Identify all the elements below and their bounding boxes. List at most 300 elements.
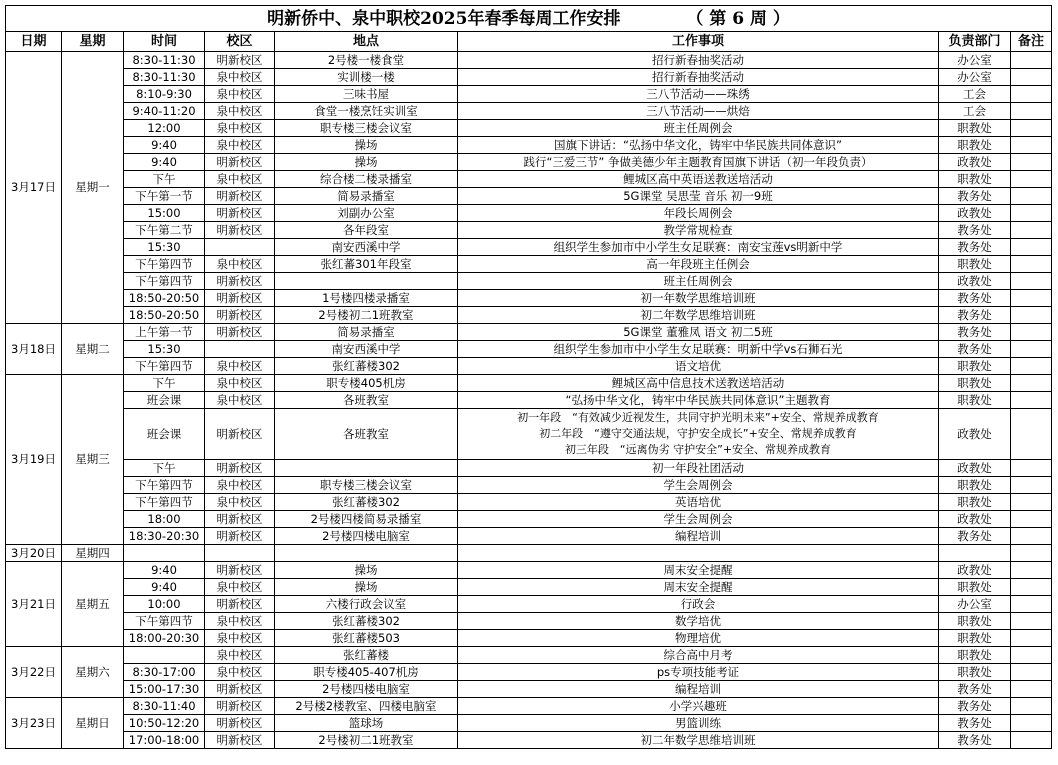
remark-cell: [1011, 120, 1052, 137]
table-row: [6, 664, 1052, 681]
date-cell: 3月18日: [6, 324, 62, 375]
header-campus: 校区: [205, 32, 275, 52]
campus-cell: 明新校区: [205, 273, 275, 290]
campus-cell: 泉中校区: [205, 477, 275, 494]
task-cell: 数学培优: [458, 613, 939, 630]
weekday-cell: 星期日: [62, 698, 124, 749]
campus-cell: 明新校区: [205, 324, 275, 341]
table-row: [6, 596, 1052, 613]
dept-cell: 职教处: [939, 579, 1011, 596]
task-line: 初三年段 “远离伪劣 守护安全”+安全、常规养成教育: [564, 443, 832, 456]
remark-cell: [1011, 732, 1052, 749]
table-row: [6, 324, 1052, 341]
time-cell: 下午第二节: [124, 222, 205, 239]
time-cell: [124, 647, 205, 664]
time-cell: 下午第四节: [124, 358, 205, 375]
table-row: [6, 358, 1052, 375]
weekday-cell: 星期三: [62, 375, 124, 545]
weekday-cell: 星期五: [62, 562, 124, 647]
task-cell: 班主任周例会: [458, 273, 939, 290]
task-cell: 高一年段班主任例会: [458, 256, 939, 273]
title-cell: [6, 6, 1052, 32]
table-row: [6, 86, 1052, 103]
remark-cell: [1011, 375, 1052, 392]
remark-cell: [1011, 205, 1052, 222]
dept-cell: 职教处: [939, 664, 1011, 681]
place-cell: 2号楼一楼食堂: [275, 52, 458, 69]
weekday-cell: 星期一: [62, 52, 124, 324]
task-cell: 招行新春抽奖活动: [458, 52, 939, 69]
remark-cell: [1011, 613, 1052, 630]
task-cell: 学生会周例会: [458, 477, 939, 494]
remark-cell: [1011, 511, 1052, 528]
table-row: [6, 188, 1052, 205]
task-cell: 周末安全提醒: [458, 579, 939, 596]
dept-cell: 教务处: [939, 698, 1011, 715]
campus-cell: [205, 239, 275, 256]
time-cell: 18:00-20:30: [124, 630, 205, 647]
time-cell: [124, 545, 205, 562]
campus-cell: 明新校区: [205, 52, 275, 69]
task-cell: ps专项技能考证: [458, 664, 939, 681]
table-row: [6, 171, 1052, 188]
dept-cell: 职教处: [939, 171, 1011, 188]
campus-cell: 泉中校区: [205, 392, 275, 409]
campus-cell: 泉中校区: [205, 137, 275, 154]
dept-cell: 教务处: [939, 681, 1011, 698]
task-line: 初二年段 “遵守交通法规，守护安全成长”+安全、常规养成教育: [539, 427, 857, 440]
task-cell: 鲤城区高中英语送教送培活动: [458, 171, 939, 188]
place-cell: 职专楼405-407机房: [275, 664, 458, 681]
task-cell: 语文培优: [458, 358, 939, 375]
dept-cell: 政教处: [939, 273, 1011, 290]
table-row: [6, 613, 1052, 630]
task-cell: 英语培优: [458, 494, 939, 511]
dept-cell: 教务处: [939, 715, 1011, 732]
dept-cell: 职教处: [939, 494, 1011, 511]
time-cell: 17:00-18:00: [124, 732, 205, 749]
header-remark: 备注: [1011, 32, 1052, 52]
time-cell: 9:40: [124, 154, 205, 171]
remark-cell: [1011, 290, 1052, 307]
schedule-sheet: [5, 5, 1051, 749]
dept-cell: 政教处: [939, 154, 1011, 171]
task-cell: “弘扬中华文化，铸牢中华民族共同体意识”主题教育: [458, 392, 939, 409]
place-cell: [275, 460, 458, 477]
place-cell: 食堂一楼烹饪实训室: [275, 103, 458, 120]
remark-cell: [1011, 188, 1052, 205]
remark-cell: [1011, 69, 1052, 86]
place-cell: 1号楼四楼录播室: [275, 290, 458, 307]
remark-cell: [1011, 154, 1052, 171]
task-cell: 班主任周例会: [458, 120, 939, 137]
campus-cell: 明新校区: [205, 528, 275, 545]
task-cell: 初一年数学思维培训班: [458, 290, 939, 307]
schedule-table: [5, 5, 1052, 749]
dept-cell: 教务处: [939, 324, 1011, 341]
dept-cell: 职教处: [939, 392, 1011, 409]
dept-cell: 教务处: [939, 341, 1011, 358]
date-cell: 3月21日: [6, 562, 62, 647]
table-row: [6, 715, 1052, 732]
remark-cell: [1011, 222, 1052, 239]
campus-cell: 泉中校区: [205, 613, 275, 630]
table-row: [6, 256, 1052, 273]
dept-cell: 办公室: [939, 52, 1011, 69]
time-cell: 8:30-11:30: [124, 69, 205, 86]
task-cell: 初二年数学思维培训班: [458, 732, 939, 749]
table-row: [6, 222, 1052, 239]
place-cell: 张红蕃301年段室: [275, 256, 458, 273]
dept-cell: 政教处: [939, 460, 1011, 477]
task-cell: 综合高中月考: [458, 647, 939, 664]
campus-cell: 明新校区: [205, 154, 275, 171]
place-cell: 各班教室: [275, 392, 458, 409]
remark-cell: [1011, 545, 1052, 562]
place-cell: 六楼行政会议室: [275, 596, 458, 613]
task-cell: 组织学生参加市中小学生女足联赛：南安宝莲vs明新中学: [458, 239, 939, 256]
dept-cell: 教务处: [939, 222, 1011, 239]
campus-cell: 明新校区: [205, 307, 275, 324]
page-title: 明新侨中、泉中职校2025年春季每周工作安排: [267, 8, 621, 29]
remark-cell: [1011, 409, 1052, 460]
dept-cell: 政教处: [939, 205, 1011, 222]
remark-cell: [1011, 137, 1052, 154]
place-cell: 南安西溪中学: [275, 341, 458, 358]
remark-cell: [1011, 256, 1052, 273]
time-cell: 8:30-11:40: [124, 698, 205, 715]
campus-cell: 泉中校区: [205, 120, 275, 137]
place-cell: 张红蕃楼302: [275, 494, 458, 511]
campus-cell: 泉中校区: [205, 494, 275, 511]
table-row: [6, 52, 1052, 69]
task-line: 初一年段 “有效减少近视发生，共同守护光明未来”+安全、常规养成教育: [517, 411, 879, 424]
time-cell: 下午: [124, 171, 205, 188]
time-cell: 18:30-20:30: [124, 528, 205, 545]
header-task: 工作事项: [458, 32, 939, 52]
task-cell: 践行“三爱三节” 争做美德少年主题教育国旗下讲话（初一年段负责）: [458, 154, 939, 171]
dept-cell: 职教处: [939, 630, 1011, 647]
header-time: 时间: [124, 32, 205, 52]
dept-cell: 教务处: [939, 188, 1011, 205]
remark-cell: [1011, 494, 1052, 511]
task-cell: 三八节活动——烘焙: [458, 103, 939, 120]
time-cell: 15:30: [124, 341, 205, 358]
time-cell: 18:50-20:50: [124, 290, 205, 307]
dept-cell: 职教处: [939, 647, 1011, 664]
place-cell: 综合楼二楼录播室: [275, 171, 458, 188]
remark-cell: [1011, 630, 1052, 647]
header-place: 地点: [275, 32, 458, 52]
task-cell: 初二年数学思维培训班: [458, 307, 939, 324]
table-row: [6, 273, 1052, 290]
date-cell: 3月23日: [6, 698, 62, 749]
dept-cell: 教务处: [939, 290, 1011, 307]
time-cell: 9:40-11:20: [124, 103, 205, 120]
table-row: [6, 239, 1052, 256]
place-cell: 刘副办公室: [275, 205, 458, 222]
time-cell: 10:00: [124, 596, 205, 613]
place-cell: 各班教室: [275, 409, 458, 460]
date-cell: 3月22日: [6, 647, 62, 698]
table-row: [6, 528, 1052, 545]
campus-cell: [205, 545, 275, 562]
dept-cell: 职教处: [939, 358, 1011, 375]
remark-cell: [1011, 103, 1052, 120]
table-row: [6, 630, 1052, 647]
remark-cell: [1011, 647, 1052, 664]
table-row: [6, 494, 1052, 511]
header-weekday: 星期: [62, 32, 124, 52]
task-cell: [458, 409, 939, 460]
dept-cell: 教务处: [939, 307, 1011, 324]
table-row: [6, 477, 1052, 494]
remark-cell: [1011, 579, 1052, 596]
dept-cell: 教务处: [939, 239, 1011, 256]
time-cell: 12:00: [124, 120, 205, 137]
table-row: [6, 681, 1052, 698]
task-cell: 三八节活动——珠绣: [458, 86, 939, 103]
campus-cell: 泉中校区: [205, 69, 275, 86]
place-cell: 实训楼一楼: [275, 69, 458, 86]
dept-cell: 职教处: [939, 120, 1011, 137]
place-cell: 张红蕃楼: [275, 647, 458, 664]
table-row: [6, 307, 1052, 324]
dept-cell: 政教处: [939, 511, 1011, 528]
time-cell: 下午第四节: [124, 477, 205, 494]
date-cell: 3月17日: [6, 52, 62, 324]
campus-cell: 泉中校区: [205, 630, 275, 647]
campus-cell: 泉中校区: [205, 375, 275, 392]
dept-cell: [939, 545, 1011, 562]
place-cell: 2号楼四楼简易录播室: [275, 511, 458, 528]
dept-cell: 办公室: [939, 596, 1011, 613]
place-cell: [275, 545, 458, 562]
place-cell: 操场: [275, 154, 458, 171]
task-cell: 招行新春抽奖活动: [458, 69, 939, 86]
place-cell: 2号楼四楼电脑室: [275, 681, 458, 698]
dept-cell: 教务处: [939, 732, 1011, 749]
week-label: （ 第 6 周 ）: [686, 8, 790, 29]
campus-cell: 明新校区: [205, 596, 275, 613]
campus-cell: 泉中校区: [205, 358, 275, 375]
campus-cell: 明新校区: [205, 409, 275, 460]
table-row: [6, 409, 1052, 460]
campus-cell: 明新校区: [205, 460, 275, 477]
time-cell: 15:00-17:30: [124, 681, 205, 698]
header-date: 日期: [6, 32, 62, 52]
remark-cell: [1011, 392, 1052, 409]
table-row: [6, 137, 1052, 154]
time-cell: 下午第四节: [124, 613, 205, 630]
task-cell: 5G课堂 董雅凤 语文 初二5班: [458, 324, 939, 341]
time-cell: 15:30: [124, 239, 205, 256]
task-cell: 国旗下讲话：“弘扬中华文化，铸牢中华民族共同体意识”: [458, 137, 939, 154]
place-cell: 操场: [275, 579, 458, 596]
time-cell: 15:00: [124, 205, 205, 222]
time-cell: 8:30-17:00: [124, 664, 205, 681]
place-cell: 职专楼405机房: [275, 375, 458, 392]
campus-cell: 明新校区: [205, 698, 275, 715]
remark-cell: [1011, 86, 1052, 103]
task-cell: 年段长周例会: [458, 205, 939, 222]
date-cell: 3月20日: [6, 545, 62, 562]
campus-cell: 明新校区: [205, 732, 275, 749]
time-cell: 8:10-9:30: [124, 86, 205, 103]
table-row: [6, 392, 1052, 409]
remark-cell: [1011, 307, 1052, 324]
task-cell: 男篮训练: [458, 715, 939, 732]
place-cell: 各年段室: [275, 222, 458, 239]
table-row: [6, 579, 1052, 596]
dept-cell: 政教处: [939, 562, 1011, 579]
table-row: [6, 69, 1052, 86]
place-cell: 张红蕃楼503: [275, 630, 458, 647]
task-cell: 小学兴趣班: [458, 698, 939, 715]
place-cell: 简易录播室: [275, 188, 458, 205]
campus-cell: 泉中校区: [205, 256, 275, 273]
task-cell: 编程培训: [458, 528, 939, 545]
place-cell: 简易录播室: [275, 324, 458, 341]
table-row: [6, 341, 1052, 358]
place-cell: 职专楼三楼会议室: [275, 477, 458, 494]
table-row: [6, 460, 1052, 477]
campus-cell: 泉中校区: [205, 103, 275, 120]
table-row: [6, 120, 1052, 137]
remark-cell: [1011, 341, 1052, 358]
remark-cell: [1011, 460, 1052, 477]
remark-cell: [1011, 664, 1052, 681]
campus-cell: 明新校区: [205, 511, 275, 528]
dept-cell: 政教处: [939, 409, 1011, 460]
task-cell: 行政会: [458, 596, 939, 613]
campus-cell: 泉中校区: [205, 171, 275, 188]
task-cell: 初一年段社团活动: [458, 460, 939, 477]
task-cell: 编程培训: [458, 681, 939, 698]
remark-cell: [1011, 52, 1052, 69]
dept-cell: 工会: [939, 103, 1011, 120]
remark-cell: [1011, 273, 1052, 290]
remark-cell: [1011, 528, 1052, 545]
campus-cell: 泉中校区: [205, 647, 275, 664]
remark-cell: [1011, 324, 1052, 341]
dept-cell: 职教处: [939, 256, 1011, 273]
time-cell: 9:40: [124, 137, 205, 154]
time-cell: 18:50-20:50: [124, 307, 205, 324]
place-cell: 操场: [275, 137, 458, 154]
task-cell: 组织学生参加市中小学生女足联赛：明新中学vs石狮石光: [458, 341, 939, 358]
table-row: [6, 562, 1052, 579]
dept-cell: 职教处: [939, 477, 1011, 494]
title-row: [6, 6, 1052, 32]
campus-cell: 泉中校区: [205, 579, 275, 596]
task-cell: 周末安全提醒: [458, 562, 939, 579]
task-cell: 物理培优: [458, 630, 939, 647]
dept-cell: 职教处: [939, 137, 1011, 154]
table-row: [6, 647, 1052, 664]
dept-cell: 办公室: [939, 69, 1011, 86]
place-cell: 2号楼初二1班教室: [275, 307, 458, 324]
place-cell: 篮球场: [275, 715, 458, 732]
table-row: [6, 375, 1052, 392]
campus-cell: 明新校区: [205, 681, 275, 698]
table-row: [6, 154, 1052, 171]
time-cell: 下午第四节: [124, 494, 205, 511]
dept-cell: 职教处: [939, 375, 1011, 392]
schedule-body: [6, 52, 1052, 749]
time-cell: 8:30-11:30: [124, 52, 205, 69]
remark-cell: [1011, 562, 1052, 579]
date-cell: 3月19日: [6, 375, 62, 545]
task-cell: 5G课堂 吴思莹 音乐 初一9班: [458, 188, 939, 205]
table-row: [6, 511, 1052, 528]
place-cell: 南安西溪中学: [275, 239, 458, 256]
remark-cell: [1011, 358, 1052, 375]
place-cell: 职专楼三楼会议室: [275, 120, 458, 137]
place-cell: [275, 273, 458, 290]
table-row: [6, 103, 1052, 120]
time-cell: 下午: [124, 460, 205, 477]
table-row: [6, 732, 1052, 749]
task-cell: 教学常规检查: [458, 222, 939, 239]
campus-cell: 明新校区: [205, 290, 275, 307]
place-cell: 2号楼四楼电脑室: [275, 528, 458, 545]
weekday-cell: 星期六: [62, 647, 124, 698]
header-dept: 负责部门: [939, 32, 1011, 52]
place-cell: 2号楼初二1班教室: [275, 732, 458, 749]
place-cell: 操场: [275, 562, 458, 579]
table-row: [6, 545, 1052, 562]
place-cell: 张红蕃楼302: [275, 358, 458, 375]
campus-cell: 明新校区: [205, 205, 275, 222]
table-row: [6, 205, 1052, 222]
time-cell: 班会课: [124, 409, 205, 460]
remark-cell: [1011, 171, 1052, 188]
place-cell: 2号楼2楼教室、四楼电脑室: [275, 698, 458, 715]
time-cell: 下午第一节: [124, 188, 205, 205]
time-cell: 10:50-12:20: [124, 715, 205, 732]
campus-cell: 明新校区: [205, 188, 275, 205]
dept-cell: 教务处: [939, 528, 1011, 545]
time-cell: 9:40: [124, 579, 205, 596]
table-row: [6, 698, 1052, 715]
time-cell: 下午: [124, 375, 205, 392]
task-cell: [458, 545, 939, 562]
remark-cell: [1011, 477, 1052, 494]
remark-cell: [1011, 698, 1052, 715]
dept-cell: 职教处: [939, 613, 1011, 630]
table-row: [6, 290, 1052, 307]
time-cell: 9:40: [124, 562, 205, 579]
weekday-cell: 星期二: [62, 324, 124, 375]
campus-cell: 泉中校区: [205, 664, 275, 681]
campus-cell: 明新校区: [205, 222, 275, 239]
header-row: [6, 32, 1052, 52]
campus-cell: [205, 341, 275, 358]
remark-cell: [1011, 715, 1052, 732]
task-cell: 鲤城区高中信息技术送教送培活动: [458, 375, 939, 392]
time-cell: 下午第四节: [124, 256, 205, 273]
weekday-cell: 星期四: [62, 545, 124, 562]
remark-cell: [1011, 596, 1052, 613]
place-cell: 三味书屋: [275, 86, 458, 103]
place-cell: 张红蕃楼302: [275, 613, 458, 630]
remark-cell: [1011, 239, 1052, 256]
time-cell: 下午第四节: [124, 273, 205, 290]
time-cell: 18:00: [124, 511, 205, 528]
campus-cell: 明新校区: [205, 715, 275, 732]
dept-cell: 工会: [939, 86, 1011, 103]
